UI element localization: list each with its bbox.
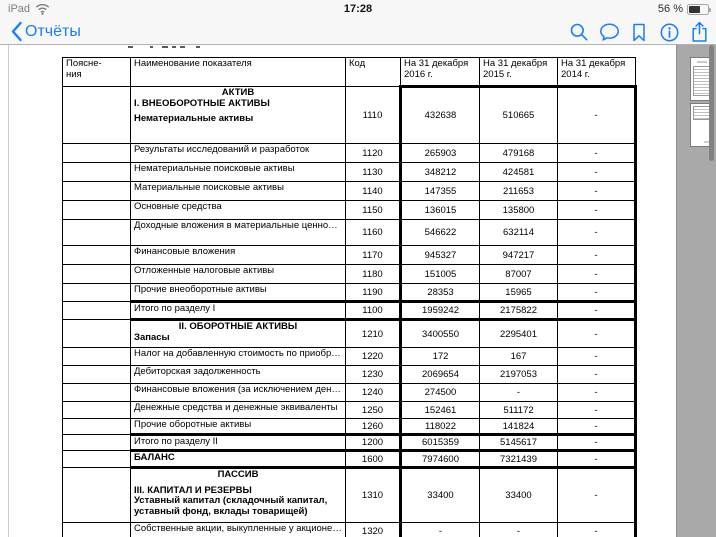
code-cell: 1170 — [346, 246, 401, 265]
table-row — [63, 348, 636, 366]
value-2016-cell: 136015 — [401, 201, 480, 220]
code-cell: 1200 — [346, 435, 401, 451]
code-cell: 1110 — [346, 87, 401, 144]
value-2014-cell: - — [558, 220, 636, 246]
table-row — [63, 384, 636, 402]
clipped-text-fragment — [172, 46, 176, 48]
value-2016-cell: 432638 — [401, 87, 480, 144]
thumbnail-title-line — [697, 61, 707, 63]
balance-table — [62, 57, 637, 537]
code-cell: 1310 — [346, 468, 401, 523]
table-row — [63, 265, 636, 284]
table-row — [63, 320, 636, 348]
explanations-cell — [63, 320, 131, 348]
value-2015-cell: 135800 — [480, 201, 558, 220]
indicator-name-cell: Прочие внеоборотные активы — [131, 284, 346, 302]
table-row — [63, 435, 636, 451]
indicator-name-cell: Прочие оборотные активы — [131, 419, 346, 435]
header-cell: Поясне- ния — [63, 58, 131, 87]
comment-icon[interactable] — [598, 21, 620, 43]
explanations-cell — [63, 201, 131, 220]
back-button-label: Отчёты — [25, 22, 81, 40]
share-icon[interactable] — [688, 21, 710, 43]
value-2016-cell: 7974600 — [401, 451, 480, 468]
toolbar-icons — [568, 21, 710, 43]
code-cell: 1250 — [346, 402, 401, 419]
explanations-cell — [63, 284, 131, 302]
clipped-text-fragment — [180, 46, 185, 48]
code-cell: 1210 — [346, 320, 401, 348]
clock: 17:28 — [343, 3, 373, 15]
explanations-cell — [63, 366, 131, 384]
code-cell: 1160 — [346, 220, 401, 246]
explanations-cell — [63, 384, 131, 402]
table-row — [63, 144, 636, 163]
code-cell: 1320 — [346, 523, 401, 537]
scrollbar[interactable] — [709, 45, 714, 161]
explanations-cell — [63, 87, 131, 144]
value-2014-cell: - — [558, 284, 636, 302]
value-2014-cell: - — [558, 366, 636, 384]
indicator-name-cell: Собственные акции, выкупленные у акционе… — [131, 523, 346, 537]
value-2015-cell: 15965 — [480, 284, 558, 302]
indicator-name-cell: ПАССИВ III. КАПИТАЛ И РЕЗЕРВЫ Уставный капитал (складочный капитал, уставный фонд, вклады товарищей) — [131, 468, 346, 523]
value-2016-cell: 28353 — [401, 284, 480, 302]
status-bar — [0, 0, 716, 20]
value-2016-cell: 348212 — [401, 163, 480, 182]
device-label: iPad — [8, 3, 31, 15]
table-row — [63, 284, 636, 302]
navigation-bar — [0, 20, 716, 45]
code-cell: 1130 — [346, 163, 401, 182]
value-2015-cell: 510665 — [480, 87, 558, 144]
bookmark-icon[interactable] — [628, 21, 650, 43]
value-2016-cell: 147355 — [401, 182, 480, 201]
value-2014-cell: - — [558, 163, 636, 182]
indicator-name-cell: Финансовые вложения (за исключением ден… — [131, 384, 346, 402]
value-2014-cell: - — [558, 435, 636, 451]
explanations-cell — [63, 220, 131, 246]
header-cell: Наименование показателя — [131, 58, 346, 87]
value-2014-cell: - — [558, 402, 636, 419]
table-row — [63, 302, 636, 320]
value-2016-cell: 265903 — [401, 144, 480, 163]
code-cell: 1120 — [346, 144, 401, 163]
indicator-name-cell: Итого по разделу I — [131, 302, 346, 320]
value-2015-cell: 141824 — [480, 419, 558, 435]
indicator-name-cell: Нематериальные поисковые активы — [131, 163, 346, 182]
value-2015-cell: 211653 — [480, 182, 558, 201]
value-2016-cell: 172 — [401, 348, 480, 366]
search-icon[interactable] — [568, 21, 590, 43]
table-row — [63, 468, 636, 523]
header-cell: На 31 декабря 2014 г. — [558, 58, 636, 87]
value-2016-cell: 1959242 — [401, 302, 480, 320]
indicator-name-cell: Денежные средства и денежные эквиваленты — [131, 402, 346, 419]
chevron-left-icon — [10, 21, 22, 42]
explanations-cell — [63, 348, 131, 366]
battery-icon — [687, 4, 709, 15]
value-2016-cell: 152461 — [401, 402, 480, 419]
value-2016-cell: 151005 — [401, 265, 480, 284]
value-2014-cell: - — [558, 419, 636, 435]
value-2015-cell: 5145617 — [480, 435, 558, 451]
value-2014-cell: - — [558, 468, 636, 523]
value-2015-cell: 424581 — [480, 163, 558, 182]
explanations-cell — [63, 419, 131, 435]
code-cell: 1600 — [346, 451, 401, 468]
value-2014-cell: - — [558, 302, 636, 320]
table-row — [63, 163, 636, 182]
value-2015-cell: 947217 — [480, 246, 558, 265]
explanations-cell — [63, 302, 131, 320]
table-row — [63, 201, 636, 220]
indicator-name-cell: Отложенные налоговые активы — [131, 265, 346, 284]
value-2015-cell: 7321439 — [480, 451, 558, 468]
indicator-name-cell: Результаты исследований и разработок — [131, 144, 346, 163]
indicator-name-cell: Финансовые вложения — [131, 246, 346, 265]
code-cell: 1150 — [346, 201, 401, 220]
code-cell: 1100 — [346, 302, 401, 320]
table-row — [63, 402, 636, 419]
table-header-row — [63, 58, 636, 87]
header-cell: На 31 декабря 2016 г. — [401, 58, 480, 87]
back-button[interactable] — [10, 21, 81, 42]
clipped-text-fragment — [196, 46, 200, 48]
code-cell: 1230 — [346, 366, 401, 384]
indicator-name-cell: АКТИВ I. ВНЕОБОРОТНЫЕ АКТИВЫ Нематериальные активы — [131, 87, 346, 144]
explanations-cell — [63, 468, 131, 523]
code-cell: 1260 — [346, 419, 401, 435]
value-2015-cell: 511172 — [480, 402, 558, 419]
value-2016-cell: 6015359 — [401, 435, 480, 451]
value-2015-cell: 2197053 — [480, 366, 558, 384]
explanations-cell — [63, 246, 131, 265]
info-icon[interactable] — [658, 21, 680, 43]
value-2015-cell: - — [480, 523, 558, 537]
value-2014-cell: - — [558, 182, 636, 201]
value-2015-cell: 632114 — [480, 220, 558, 246]
value-2014-cell: - — [558, 201, 636, 220]
explanations-cell — [63, 265, 131, 284]
value-2015-cell: 2295401 — [480, 320, 558, 348]
table-row — [63, 220, 636, 246]
code-cell: 1190 — [346, 284, 401, 302]
table-row — [63, 246, 636, 265]
value-2016-cell: - — [401, 523, 480, 537]
code-cell: 1240 — [346, 384, 401, 402]
table-row — [63, 419, 636, 435]
value-2014-cell: - — [558, 348, 636, 366]
value-2016-cell: 274500 — [401, 384, 480, 402]
value-2015-cell: 167 — [480, 348, 558, 366]
document-viewport[interactable] — [0, 45, 716, 537]
table-row — [63, 451, 636, 468]
thumbnail-sidebar — [676, 45, 716, 537]
table-row — [63, 523, 636, 537]
header-cell: Код — [346, 58, 401, 87]
value-2014-cell: - — [558, 144, 636, 163]
clipped-text-fragment — [128, 46, 133, 48]
clipped-text-fragment — [162, 46, 168, 48]
indicator-name-cell: БАЛАНС — [131, 451, 346, 468]
indicator-name-cell: Итого по разделу II — [131, 435, 346, 451]
header-cell: На 31 декабря 2015 г. — [480, 58, 558, 87]
value-2014-cell: - — [558, 451, 636, 468]
value-2014-cell: - — [558, 246, 636, 265]
indicator-name-cell: Основные средства — [131, 201, 346, 220]
clipped-text-fragment — [150, 46, 153, 48]
table-row — [63, 182, 636, 201]
value-2016-cell: 2069654 — [401, 366, 480, 384]
explanations-cell — [63, 451, 131, 468]
explanations-cell — [63, 163, 131, 182]
value-2014-cell: - — [558, 87, 636, 144]
value-2016-cell: 945327 — [401, 246, 480, 265]
explanations-cell — [63, 402, 131, 419]
indicator-name-cell: Материальные поисковые активы — [131, 182, 346, 201]
value-2015-cell: - — [480, 384, 558, 402]
value-2016-cell: 118022 — [401, 419, 480, 435]
indicator-name-cell: Доходные вложения в материальные ценно… — [131, 220, 346, 246]
value-2016-cell: 546622 — [401, 220, 480, 246]
table-row — [63, 366, 636, 384]
value-2015-cell: 479168 — [480, 144, 558, 163]
page-edge-line — [8, 45, 9, 537]
value-2014-cell: - — [558, 384, 636, 402]
code-cell: 1220 — [346, 348, 401, 366]
battery-percent-label: 56 % — [657, 3, 683, 15]
indicator-name-cell: Налог на добавленную стоимость по приобр… — [131, 348, 346, 366]
explanations-cell — [63, 435, 131, 451]
explanations-cell — [63, 144, 131, 163]
code-cell: 1180 — [346, 265, 401, 284]
table-row — [63, 87, 636, 144]
value-2016-cell: 33400 — [401, 468, 480, 523]
indicator-name-cell: Дебиторская задолженность — [131, 366, 346, 384]
indicator-name-cell: II. ОБОРОТНЫЕ АКТИВЫ Запасы — [131, 320, 346, 348]
explanations-cell — [63, 182, 131, 201]
code-cell: 1140 — [346, 182, 401, 201]
value-2014-cell: - — [558, 265, 636, 284]
value-2016-cell: 3400550 — [401, 320, 480, 348]
value-2014-cell: - — [558, 320, 636, 348]
explanations-cell — [63, 523, 131, 537]
value-2014-cell: - — [558, 523, 636, 537]
value-2015-cell: 2175822 — [480, 302, 558, 320]
value-2015-cell: 33400 — [480, 468, 558, 523]
value-2015-cell: 87007 — [480, 265, 558, 284]
